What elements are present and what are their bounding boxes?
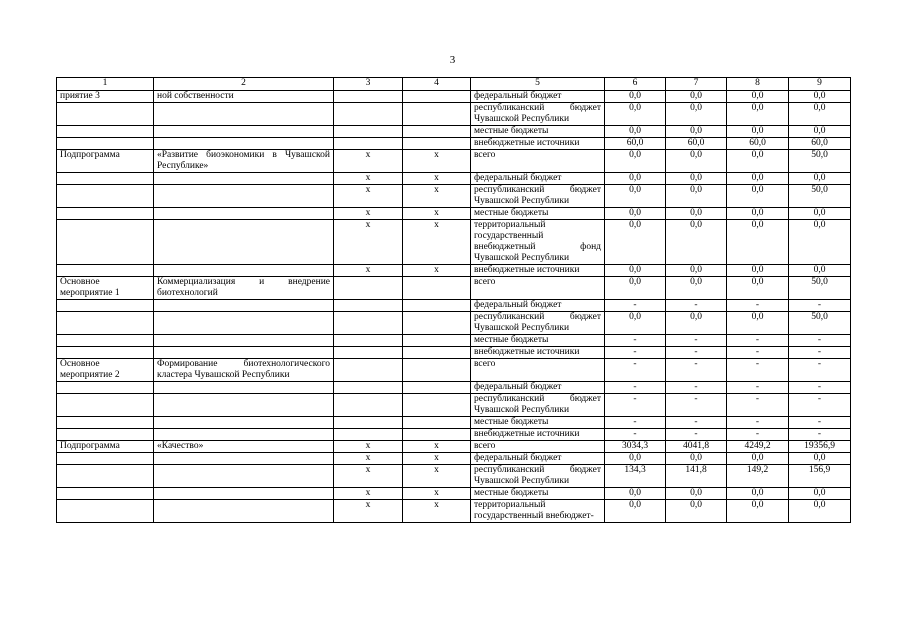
program-type-cell (57, 417, 154, 429)
value-cell: 50,0 (789, 150, 851, 173)
table-row (57, 150, 851, 173)
value-cell: 0,0 (666, 265, 727, 277)
col4-cell (403, 312, 471, 335)
value-cell: 4249,2 (727, 441, 789, 453)
table-row (57, 465, 851, 488)
table-row (57, 138, 851, 150)
col3-cell (334, 300, 403, 312)
col3-cell (334, 312, 403, 335)
value-cell: 0,0 (605, 500, 666, 523)
program-type-cell: Основное мероприятие 2 (57, 359, 154, 382)
value-cell: - (727, 382, 789, 394)
table-row (57, 185, 851, 208)
value-cell: 0,0 (789, 453, 851, 465)
table-row (57, 394, 851, 417)
value-cell: 0,0 (605, 265, 666, 277)
value-cell: - (789, 394, 851, 417)
table-row (57, 220, 851, 265)
header-cell: 6 (605, 78, 666, 91)
program-type-cell (57, 488, 154, 500)
program-name-cell (154, 465, 334, 488)
col4-cell: x (403, 220, 471, 265)
value-cell: - (789, 429, 851, 441)
table-row (57, 126, 851, 138)
program-name-cell (154, 335, 334, 347)
col3-cell (334, 394, 403, 417)
col3-cell (334, 335, 403, 347)
col3-cell (334, 429, 403, 441)
program-name-cell (154, 126, 334, 138)
funding-source-cell: федеральный бюджет (471, 382, 605, 394)
col4-cell (403, 347, 471, 359)
program-name-cell (154, 488, 334, 500)
value-cell: - (666, 417, 727, 429)
program-type-cell (57, 300, 154, 312)
col4-cell (403, 429, 471, 441)
value-cell: 0,0 (666, 220, 727, 265)
value-cell: - (666, 347, 727, 359)
value-cell: 0,0 (789, 220, 851, 265)
value-cell: - (605, 359, 666, 382)
value-cell: - (727, 429, 789, 441)
value-cell: 0,0 (605, 488, 666, 500)
header-cell: 8 (727, 78, 789, 91)
program-name-cell: ной собственности (154, 91, 334, 103)
table-row (57, 417, 851, 429)
program-type-cell (57, 103, 154, 126)
value-cell: 0,0 (727, 150, 789, 173)
funding-source-cell: внебюджетные источники (471, 138, 605, 150)
header-cell: 5 (471, 78, 605, 91)
col4-cell (403, 382, 471, 394)
col4-cell (403, 277, 471, 300)
program-name-cell (154, 185, 334, 208)
value-cell: - (666, 335, 727, 347)
program-name-cell (154, 220, 334, 265)
funding-source-cell: местные бюджеты (471, 417, 605, 429)
value-cell: - (666, 359, 727, 382)
value-cell: 0,0 (727, 453, 789, 465)
funding-source-cell: местные бюджеты (471, 126, 605, 138)
program-name-cell: «Развитие биоэкономики в Чувашской Республике» (154, 150, 334, 173)
value-cell: 60,0 (727, 138, 789, 150)
value-cell: 0,0 (727, 185, 789, 208)
col4-cell (403, 103, 471, 126)
table-header-row (57, 78, 851, 91)
value-cell: 0,0 (666, 185, 727, 208)
value-cell: 0,0 (605, 453, 666, 465)
program-type-cell: приятие 3 (57, 91, 154, 103)
col4-cell: x (403, 185, 471, 208)
funding-source-cell: федеральный бюджет (471, 91, 605, 103)
col4-cell: x (403, 488, 471, 500)
value-cell: - (727, 394, 789, 417)
program-name-cell (154, 265, 334, 277)
table-row (57, 103, 851, 126)
col3-cell: x (334, 453, 403, 465)
program-type-cell (57, 312, 154, 335)
col4-cell (403, 335, 471, 347)
value-cell: 50,0 (789, 277, 851, 300)
value-cell: 0,0 (789, 488, 851, 500)
col3-cell: x (334, 185, 403, 208)
funding-source-cell: республиканский бюджет Чувашской Республики (471, 103, 605, 126)
col3-cell (334, 126, 403, 138)
col4-cell: x (403, 453, 471, 465)
value-cell: 0,0 (666, 277, 727, 300)
header-cell: 2 (154, 78, 334, 91)
program-type-cell (57, 453, 154, 465)
program-type-cell (57, 335, 154, 347)
col4-cell (403, 126, 471, 138)
funding-source-cell: местные бюджеты (471, 488, 605, 500)
col3-cell: x (334, 500, 403, 523)
program-type-cell (57, 429, 154, 441)
value-cell: - (727, 347, 789, 359)
col3-cell: x (334, 488, 403, 500)
value-cell: - (727, 335, 789, 347)
program-name-cell (154, 429, 334, 441)
program-type-cell (57, 382, 154, 394)
value-cell: 0,0 (666, 208, 727, 220)
value-cell: - (605, 394, 666, 417)
program-name-cell: «Качество» (154, 441, 334, 453)
col3-cell: x (334, 441, 403, 453)
funding-source-cell: местные бюджеты (471, 335, 605, 347)
table-row (57, 382, 851, 394)
program-name-cell: Коммерциализация и внедрение биотехнологий (154, 277, 334, 300)
value-cell: - (727, 417, 789, 429)
funding-source-cell: республиканский бюджет Чувашской Республики (471, 394, 605, 417)
value-cell: - (666, 394, 727, 417)
value-cell: 0,0 (666, 173, 727, 185)
value-cell: 19356,9 (789, 441, 851, 453)
col3-cell (334, 359, 403, 382)
col3-cell (334, 103, 403, 126)
funding-source-cell: федеральный бюджет (471, 453, 605, 465)
value-cell: 0,0 (789, 500, 851, 523)
funding-source-cell: внебюджетные источники (471, 347, 605, 359)
funding-source-cell: республиканский бюджет Чувашской Республики (471, 185, 605, 208)
value-cell: 0,0 (605, 126, 666, 138)
col4-cell (403, 138, 471, 150)
value-cell: 0,0 (666, 500, 727, 523)
table-row (57, 347, 851, 359)
program-name-cell (154, 453, 334, 465)
program-type-cell (57, 138, 154, 150)
page-number: 3 (449, 54, 456, 66)
value-cell: 0,0 (727, 103, 789, 126)
col3-cell: x (334, 220, 403, 265)
program-type-cell: Подпрограмма (57, 441, 154, 453)
funding-source-cell: всего (471, 150, 605, 173)
funding-source-cell: федеральный бюджет (471, 173, 605, 185)
table-body (57, 91, 851, 523)
funding-source-cell: внебюджетные источники (471, 265, 605, 277)
value-cell: - (605, 382, 666, 394)
value-cell: 149,2 (727, 465, 789, 488)
value-cell: 50,0 (789, 185, 851, 208)
value-cell: 60,0 (605, 138, 666, 150)
value-cell: 0,0 (605, 173, 666, 185)
program-type-cell (57, 347, 154, 359)
program-type-cell (57, 208, 154, 220)
program-name-cell (154, 417, 334, 429)
value-cell: 0,0 (727, 277, 789, 300)
program-type-cell: Основное мероприятие 1 (57, 277, 154, 300)
col4-cell: x (403, 265, 471, 277)
funding-source-cell: территориальный государственный внебюджетный фонд Чувашской Республики (471, 220, 605, 265)
col3-cell: x (334, 208, 403, 220)
program-name-cell (154, 173, 334, 185)
funding-source-cell: всего (471, 359, 605, 382)
col3-cell: x (334, 265, 403, 277)
program-name-cell (154, 103, 334, 126)
program-type-cell (57, 465, 154, 488)
value-cell: 60,0 (666, 138, 727, 150)
value-cell: 0,0 (727, 220, 789, 265)
table-row (57, 453, 851, 465)
value-cell: - (605, 417, 666, 429)
table-row (57, 173, 851, 185)
program-type-cell (57, 185, 154, 208)
value-cell: 0,0 (727, 500, 789, 523)
value-cell: 0,0 (789, 265, 851, 277)
value-cell: 0,0 (727, 265, 789, 277)
value-cell: 134,3 (605, 465, 666, 488)
value-cell: 0,0 (727, 126, 789, 138)
value-cell: 0,0 (605, 208, 666, 220)
col4-cell: x (403, 150, 471, 173)
col4-cell (403, 394, 471, 417)
value-cell: 141,8 (666, 465, 727, 488)
value-cell: 0,0 (727, 208, 789, 220)
table-row (57, 277, 851, 300)
value-cell: - (666, 382, 727, 394)
value-cell: 0,0 (605, 220, 666, 265)
value-cell: - (789, 417, 851, 429)
col3-cell: x (334, 150, 403, 173)
program-name-cell: Формирование биотехнологического кластера Чувашской Республики (154, 359, 334, 382)
value-cell: - (605, 347, 666, 359)
col4-cell: x (403, 465, 471, 488)
value-cell: 4041,8 (666, 441, 727, 453)
table-row (57, 500, 851, 523)
funding-source-cell: внебюджетные источники (471, 429, 605, 441)
table-row (57, 488, 851, 500)
value-cell: 0,0 (789, 91, 851, 103)
col3-cell (334, 277, 403, 300)
header-cell: 7 (666, 78, 727, 91)
value-cell: 50,0 (789, 312, 851, 335)
value-cell: 0,0 (727, 488, 789, 500)
value-cell: 0,0 (789, 208, 851, 220)
program-type-cell (57, 126, 154, 138)
value-cell: 0,0 (666, 312, 727, 335)
value-cell: - (605, 335, 666, 347)
value-cell: 0,0 (727, 173, 789, 185)
value-cell: - (789, 347, 851, 359)
col4-cell (403, 417, 471, 429)
table-row (57, 300, 851, 312)
header-cell: 9 (789, 78, 851, 91)
table-row (57, 265, 851, 277)
table-row (57, 429, 851, 441)
program-type-cell (57, 173, 154, 185)
value-cell: 60,0 (789, 138, 851, 150)
col4-cell: x (403, 441, 471, 453)
value-cell: - (666, 429, 727, 441)
value-cell: 0,0 (666, 150, 727, 173)
value-cell: - (605, 300, 666, 312)
funding-source-cell: территориальный государственный внебюджет- (471, 500, 605, 523)
funding-source-cell: местные бюджеты (471, 208, 605, 220)
program-name-cell (154, 300, 334, 312)
value-cell: - (666, 300, 727, 312)
program-type-cell (57, 265, 154, 277)
program-name-cell (154, 208, 334, 220)
col4-cell: x (403, 173, 471, 185)
table-row (57, 359, 851, 382)
col3-cell (334, 417, 403, 429)
table-row (57, 91, 851, 103)
table-row (57, 312, 851, 335)
value-cell: - (727, 359, 789, 382)
value-cell: 0,0 (666, 126, 727, 138)
col4-cell: x (403, 208, 471, 220)
value-cell: 0,0 (605, 185, 666, 208)
value-cell: 156,9 (789, 465, 851, 488)
col3-cell: x (334, 173, 403, 185)
value-cell: 0,0 (727, 91, 789, 103)
col4-cell (403, 91, 471, 103)
header-cell: 4 (403, 78, 471, 91)
col3-cell (334, 347, 403, 359)
funding-source-cell: республиканский бюджет Чувашской Республики (471, 465, 605, 488)
program-type-cell (57, 394, 154, 417)
funding-source-cell: федеральный бюджет (471, 300, 605, 312)
value-cell: 0,0 (666, 453, 727, 465)
col3-cell (334, 91, 403, 103)
program-type-cell: Подпрограмма (57, 150, 154, 173)
value-cell: 0,0 (605, 150, 666, 173)
header-cell: 3 (334, 78, 403, 91)
funding-source-cell: всего (471, 441, 605, 453)
col3-cell: x (334, 465, 403, 488)
col3-cell (334, 382, 403, 394)
funding-source-cell: республиканский бюджет Чувашской Республики (471, 312, 605, 335)
header-cell: 1 (57, 78, 154, 91)
program-name-cell (154, 347, 334, 359)
program-type-cell (57, 500, 154, 523)
funding-source-cell: всего (471, 277, 605, 300)
table-row (57, 208, 851, 220)
value-cell: 0,0 (789, 126, 851, 138)
value-cell: - (789, 300, 851, 312)
value-cell: 0,0 (666, 488, 727, 500)
value-cell: 3034,3 (605, 441, 666, 453)
col4-cell (403, 359, 471, 382)
value-cell: - (789, 335, 851, 347)
value-cell: 0,0 (666, 103, 727, 126)
value-cell: 0,0 (789, 103, 851, 126)
program-name-cell (154, 394, 334, 417)
value-cell: 0,0 (666, 91, 727, 103)
table-row (57, 441, 851, 453)
col4-cell (403, 300, 471, 312)
col3-cell (334, 138, 403, 150)
table-row (57, 335, 851, 347)
value-cell: 0,0 (605, 103, 666, 126)
value-cell: 0,0 (605, 91, 666, 103)
value-cell: - (789, 359, 851, 382)
value-cell: - (605, 429, 666, 441)
value-cell: 0,0 (727, 312, 789, 335)
budget-table (56, 77, 851, 523)
program-type-cell (57, 220, 154, 265)
value-cell: - (789, 382, 851, 394)
value-cell: - (727, 300, 789, 312)
col4-cell: x (403, 500, 471, 523)
value-cell: 0,0 (605, 312, 666, 335)
value-cell: 0,0 (789, 173, 851, 185)
value-cell: 0,0 (605, 277, 666, 300)
program-name-cell (154, 382, 334, 394)
program-name-cell (154, 138, 334, 150)
program-name-cell (154, 500, 334, 523)
program-name-cell (154, 312, 334, 335)
